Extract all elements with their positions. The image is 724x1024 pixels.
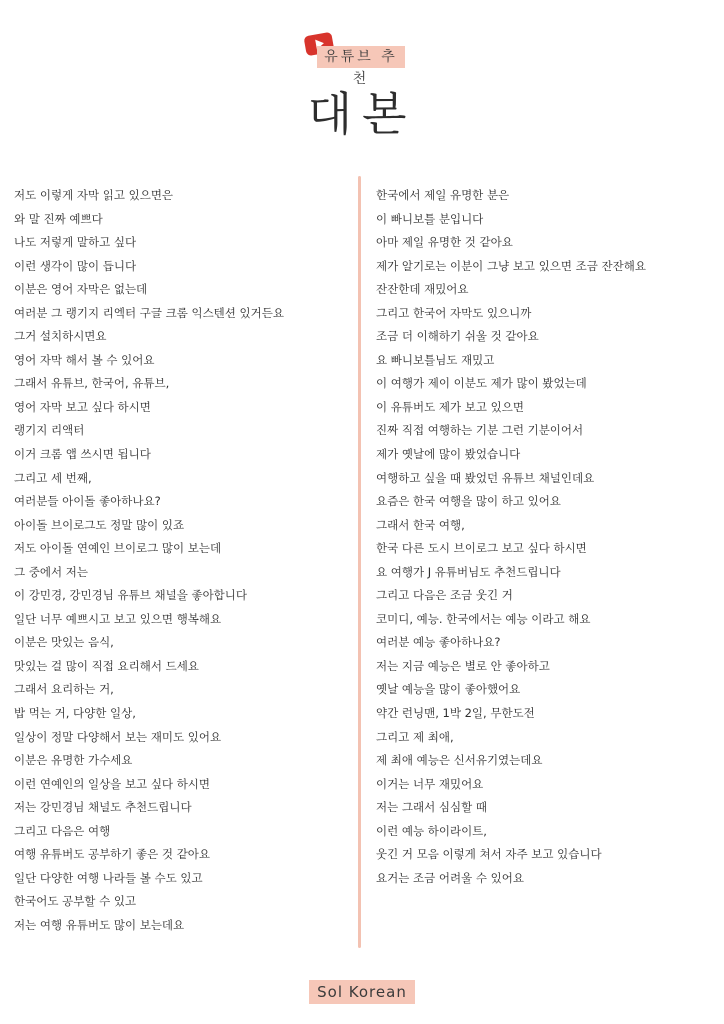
script-line: 그리고 세 번째, [14, 470, 92, 485]
script-column-right [376, 184, 716, 890]
script-line: 그 중에서 저는 [14, 564, 88, 579]
page-title: 대본 [307, 87, 417, 141]
script-line: 나도 저렇게 말하고 싶다 [14, 235, 137, 250]
script-line: 이거 크롬 앱 쓰시면 됩니다 [14, 447, 151, 462]
script-column-left [14, 184, 350, 938]
script-line: 이분은 맛있는 음식, [14, 635, 114, 650]
script-line: 그리고 제 최애, [376, 729, 454, 744]
script-line: 약간 런닝맨, 1박 2일, 무한도전 [376, 706, 535, 721]
script-line: 영어 자막 해서 볼 수 있어요 [14, 352, 155, 367]
script-line: 이 여행가 제이 이분도 제가 많이 봤었는데 [376, 376, 587, 391]
script-line: 저는 강민경님 채널도 추천드립니다 [14, 800, 192, 815]
header [0, 0, 724, 170]
script-line: 일단 너무 예쁘시고 보고 있으면 행복해요 [14, 611, 222, 626]
category-tag: 유튜브 추천 [317, 46, 405, 68]
script-line: 이 유튜버도 제가 보고 있으면 [376, 399, 524, 414]
script-line: 코미디, 예능. 한국에서는 예능 이라고 해요 [376, 611, 591, 626]
script-line: 잔잔한데 재밌어요 [376, 282, 469, 297]
script-line: 그래서 한국 여행, [376, 517, 465, 532]
script-line: 그래서 유튜브, 한국어, 유튜브, [14, 376, 170, 391]
script-line: 옛날 예능을 많이 좋아했어요 [376, 682, 521, 697]
script-line: 일상이 정말 다양해서 보는 재미도 있어요 [14, 729, 222, 744]
script-line: 그리고 다음은 조금 웃긴 거 [376, 588, 513, 603]
script-line: 제가 옛날에 많이 봤었습니다 [376, 447, 521, 462]
script-line: 요 빠니보틀님도 재밌고 [376, 352, 495, 367]
script-line: 저는 그래서 심심할 때 [376, 800, 487, 815]
script-line: 이런 예능 하이라이트, [376, 823, 487, 838]
script-line: 맛있는 걸 많이 직접 요리해서 드세요 [14, 658, 199, 673]
script-line: 여러분 그 랭기지 리엑터 구글 크롬 익스텐션 있거든요 [14, 305, 284, 320]
script-line: 이 강민경, 강민경님 유튜브 채널을 좋아합니다 [14, 588, 248, 603]
script-line: 그리고 다음은 여행 [14, 823, 111, 838]
script-line: 진짜 직접 여행하는 기분 그런 기분이어서 [376, 423, 584, 438]
script-line: 요거는 조금 어려울 수 있어요 [376, 870, 524, 885]
script-line: 일단 다양한 여행 나라들 볼 수도 있고 [14, 870, 203, 885]
script-line: 여러분들 아이돌 좋아하나요? [14, 494, 161, 509]
script-line: 이분은 유명한 가수세요 [14, 753, 133, 768]
script-line: 아마 제일 유명한 것 같아요 [376, 235, 513, 250]
brand-label: Sol Korean [309, 980, 415, 1004]
script-line: 요즘은 한국 여행을 많이 하고 있어요 [376, 494, 561, 509]
script-line: 영어 자막 보고 싶다 하시면 [14, 399, 151, 414]
script-line: 이 빠니보틀 분입니다 [376, 211, 484, 226]
script-line: 아이돌 브이로그도 정말 많이 있죠 [14, 517, 185, 532]
script-line: 제가 알기로는 이분이 그냥 보고 있으면 조금 잔잔해요 [376, 258, 646, 273]
script-line: 웃긴 거 모음 이렇게 쳐서 자주 보고 있습니다 [376, 847, 602, 862]
script-line: 이거는 너무 재밌어요 [376, 776, 484, 791]
script-line: 저도 아이돌 연예인 브이로그 많이 보는데 [14, 541, 222, 556]
script-line: 저는 지금 예능은 별로 안 좋아하고 [376, 658, 550, 673]
script-line: 한국 다른 도시 브이로그 보고 싶다 하시면 [376, 541, 587, 556]
script-line: 그거 설치하시면요 [14, 329, 107, 344]
script-line: 이런 연예인의 일상을 보고 싶다 하시면 [14, 776, 211, 791]
script-line: 이분은 영어 자막은 없는데 [14, 282, 148, 297]
script-line: 여러분 예능 좋아하나요? [376, 635, 501, 650]
script-line: 저도 이렇게 자막 읽고 있으면은 [14, 188, 174, 202]
script-line: 여행하고 싶을 때 봤었던 유튜브 채널인데요 [376, 470, 595, 485]
script-line: 조금 더 이해하기 쉬울 것 같아요 [376, 329, 539, 344]
column-divider [358, 176, 361, 948]
script-line: 그래서 요리하는 거, [14, 682, 114, 697]
script-line: 한국에서 제일 유명한 분은 [376, 188, 510, 202]
script-line: 랭기지 리액터 [14, 423, 85, 438]
script-line: 여행 유튜버도 공부하기 좋은 것 같아요 [14, 847, 211, 862]
script-line: 저는 여행 유튜버도 많이 보는데요 [14, 917, 185, 932]
script-line: 이런 생각이 많이 듭니다 [14, 258, 137, 273]
script-line: 와 말 진짜 예쁘다 [14, 211, 103, 226]
script-line: 그리고 한국어 자막도 있으니까 [376, 305, 532, 320]
script-line: 제 최애 예능은 신서유기였는데요 [376, 753, 543, 768]
script-line: 요 여행가 J 유튜버님도 추천드립니다 [376, 564, 561, 579]
script-line: 밥 먹는 거, 다양한 일상, [14, 706, 136, 721]
script-line: 한국어도 공부할 수 있고 [14, 894, 137, 909]
